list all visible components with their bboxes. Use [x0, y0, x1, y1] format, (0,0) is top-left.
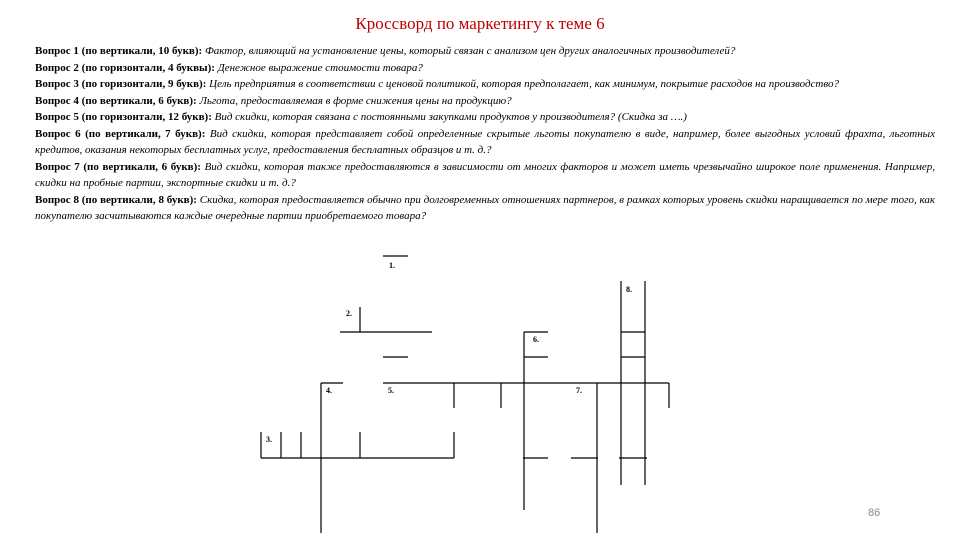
question-text: Вид скидки, которая представляет собой определенные скрытые льготы покупателю в виде, например, более выгодных условий фрахта, льготных кредитов, оказания некоторых бесплатных услуг, предоставления бесплатных образцов и т. д.?	[35, 127, 936, 156]
clue-number-5: 5.	[388, 386, 394, 395]
question-text: Денежное выражение стоимости товара?	[217, 61, 423, 74]
question-label: Вопрос 2 (по горизонтали, 4 буквы):	[35, 61, 215, 74]
question-label: Вопрос 8 (по вертикали, 8 букв):	[35, 193, 197, 206]
question-1	[35, 43, 935, 60]
question-text: Фактор, влияющий на установление цены, который связан с анализом цен других аналогичных производителей?	[204, 45, 736, 57]
question-3	[35, 76, 935, 93]
question-label: Вопрос 5 (по горизонтали, 12 букв):	[35, 111, 212, 123]
question-2	[35, 60, 935, 77]
clue-number-7: 7.	[576, 386, 582, 395]
page-number: 86	[868, 507, 881, 519]
question-label: Вопрос 1 (по вертикали, 10 букв):	[35, 45, 203, 57]
questions-list	[35, 43, 935, 225]
question-text: Вид скидки, которая также предоставляются в зависимости от многих факторов и может иметь чрезвычайно широкое поле применения. Например, скидки на пробные партии, экспортные скидки и т. д.?	[35, 160, 935, 189]
clue-number-8: 8.	[626, 285, 632, 294]
clue-number-3: 3.	[266, 435, 272, 444]
question-5	[35, 109, 935, 126]
question-4	[35, 93, 935, 110]
question-text: Цель предприятия в соответствии с ценовой политикой, которая предполагает, как минимум, покрытие расходов на производство?	[209, 78, 840, 90]
question-8	[35, 192, 935, 225]
question-6	[35, 126, 935, 159]
question-label: Вопрос 7 (по вертикали, 6 букв):	[35, 160, 201, 173]
page-title: Кроссворд по маркетингу к теме 6	[355, 14, 605, 33]
clue-number-1: 1.	[389, 261, 395, 270]
question-label: Вопрос 4 (по вертикали, 6 букв):	[35, 94, 197, 107]
clue-number-2: 2.	[346, 309, 352, 318]
question-label: Вопрос 6 (по вертикали, 7 букв):	[35, 127, 206, 140]
question-text: Скидка, которая предоставляется обычно при долговременных отношениях партнеров, в рамках которых уровень скидки наращивается по мере того, как покупателю засчитываются каждые очередные партии приобретаемого товара?	[35, 193, 936, 222]
clue-number-6: 6.	[533, 335, 539, 344]
question-label: Вопрос 3 (по горизонтали, 9 букв):	[35, 78, 207, 90]
question-text: Вид скидки, которая связана с постоянными закупками продуктов у производителя? (Скидка за ….)	[214, 111, 687, 123]
clue-number-4: 4.	[326, 386, 332, 395]
question-text: Льгота, предоставляемая в форме снижения цены на продукцию?	[199, 94, 512, 107]
question-7	[35, 159, 935, 192]
